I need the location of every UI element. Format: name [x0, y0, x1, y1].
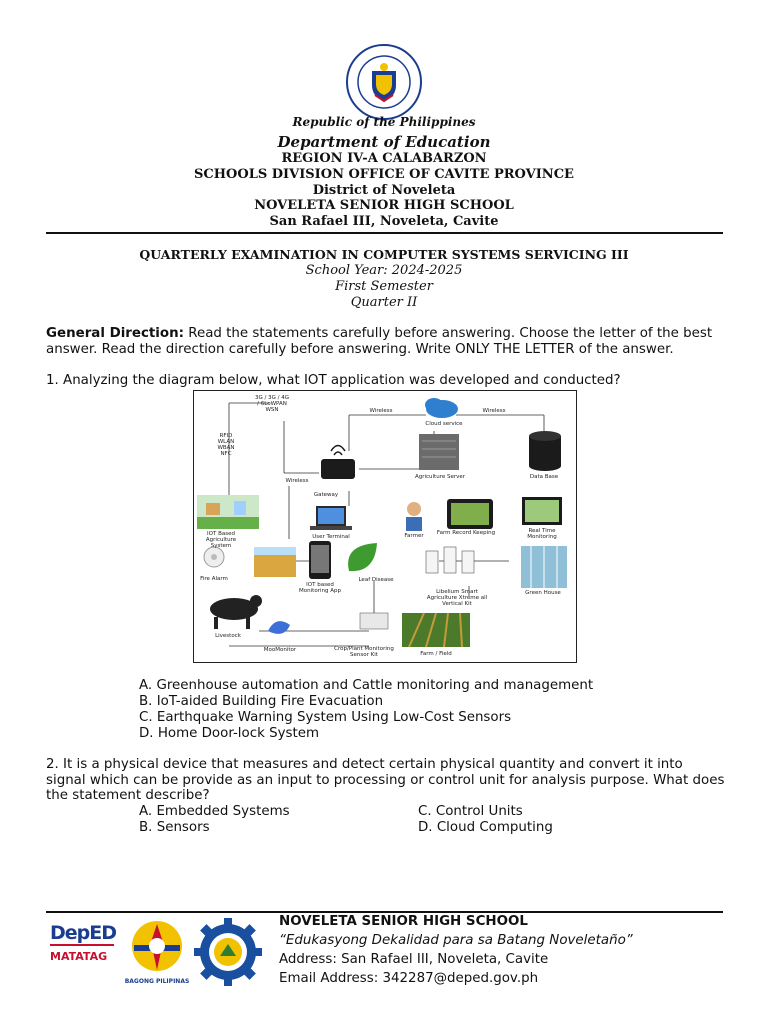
footer-school: NOVELETA SENIOR HIGH SCHOOL [279, 914, 528, 929]
bagong-pilipinas-logo [122, 918, 192, 986]
diagram-label-wireless-2: Wireless [482, 408, 506, 414]
deped-matatag-logo [50, 922, 116, 978]
diagram-label-farmer: Farmer [404, 533, 424, 539]
diagram-label-libelium: Libelium Smart Agriculture Xtreme all Vertical Kit [426, 589, 488, 607]
bagong-pilipinas-text: BAGONG PILIPINAS [124, 978, 190, 985]
q1-choice-b: B. IoT-aided Building Fire Evacuation [139, 694, 384, 709]
deped-logo-bar [50, 944, 114, 946]
semester: First Semester [335, 279, 433, 294]
q2-choice-a: A. Embedded Systems [139, 804, 290, 819]
footer-motto: “Edukasyong Dekalidad para sa Batang Noveletaño” [279, 933, 633, 948]
address-line: San Rafael III, Noveleta, Cavite [269, 214, 499, 229]
diagram-label-iot-agri: IOT Based Agriculture System [205, 531, 237, 549]
diagram-label-leaf: Leaf Disease [358, 577, 394, 583]
diagram-label-gateway: Gateway [313, 492, 339, 498]
diagram-label-cloud: Cloud service [425, 421, 463, 427]
q2-choice-d: D. Cloud Computing [418, 820, 553, 835]
diagram-label-farm-record: Farm Record Keeping [436, 530, 496, 536]
diagram-label-farm-field: Farm / Field [420, 651, 452, 657]
q2-choice-b: B. Sensors [139, 820, 210, 835]
footer-email: Email Address: 342287@deped.gov.ph [279, 971, 539, 986]
diagram-label-user-terminal: User Terminal [312, 534, 350, 540]
diagram-label-database: Data Base [529, 474, 559, 480]
exam-title: QUARTERLY EXAMINATION IN COMPUTER SYSTEMS SERVICING III [139, 247, 629, 262]
diagram-label-realtime: Real Time Monitoring [527, 528, 557, 540]
question-1-text: 1. Analyzing the diagram below, what IOT application was developed and conducted? [46, 373, 621, 388]
q1-choice-c: C. Earthquake Warning System Using Low-Cost Sensors [139, 710, 512, 725]
quarter: Quarter II [350, 295, 418, 310]
diagram-label-wireless-1: Wireless [369, 408, 393, 414]
q2-choice-c: C. Control Units [418, 804, 523, 819]
iot-agriculture-diagram [193, 390, 577, 663]
diagram-label-network: 3G / 3G / 4G / 6LoWPAN WSN [255, 395, 289, 413]
header-divider [46, 232, 723, 234]
school-year: School Year: 2024-2025 [305, 263, 463, 278]
deped-seal [345, 43, 423, 121]
direction-label: General Direction: [46, 326, 184, 341]
footer-address: Address: San Rafael III, Noveleta, Cavite [279, 952, 549, 967]
general-direction [46, 326, 726, 357]
deped-logo-text: DepED [50, 922, 117, 944]
diagram-lines [194, 391, 576, 662]
district-line: District of Noveleta [312, 183, 456, 198]
diagram-label-wireless-3: Wireless [285, 478, 309, 484]
diagram-label-greenhouse: Green House [525, 590, 561, 596]
diagram-label-rfid: RFID WLAN WBAN NFC [217, 433, 235, 457]
region-line: REGION IV-A CALABARZON [281, 151, 487, 166]
division-line: SCHOOLS DIVISION OFFICE OF CAVITE PROVINCE [194, 167, 574, 182]
diagram-label-crop-kit: Crop/Plant Monitoring Sensor Kit [334, 646, 394, 658]
diagram-label-moomonitor: MooMonitor [263, 647, 297, 653]
question-2-text: 2. It is a physical device that measures and detect certain physical quantity and convert it into signal which can be provide as an input to processing or control unit for analysis purpose. What does the statement describe? [46, 757, 725, 804]
diagram-label-fire-alarm: Fire Alarm [200, 576, 228, 582]
school-line: NOVELETA SENIOR HIGH SCHOOL [254, 198, 514, 213]
q1-choice-a: A. Greenhouse automation and Cattle monitoring and management [139, 678, 594, 693]
matatag-logo-text: MATATAG [50, 950, 108, 963]
school-gear-logo [194, 918, 262, 986]
direction-text: Read the statements carefully before answering. Choose the letter of the best answer. Read the direction carefully before answering. Write ONLY THE LETTER of the answer. [46, 326, 713, 357]
q1-choice-d: D. Home Door-lock System [139, 726, 320, 741]
diagram-label-livestock: Livestock [215, 633, 241, 639]
republic-line: Republic of the Philippines [292, 115, 476, 129]
diagram-label-iot-app: IOT based Monitoring App [299, 582, 341, 594]
department-line: Department of Education [277, 133, 491, 151]
diagram-label-agri-server: Agriculture Server [414, 474, 466, 480]
